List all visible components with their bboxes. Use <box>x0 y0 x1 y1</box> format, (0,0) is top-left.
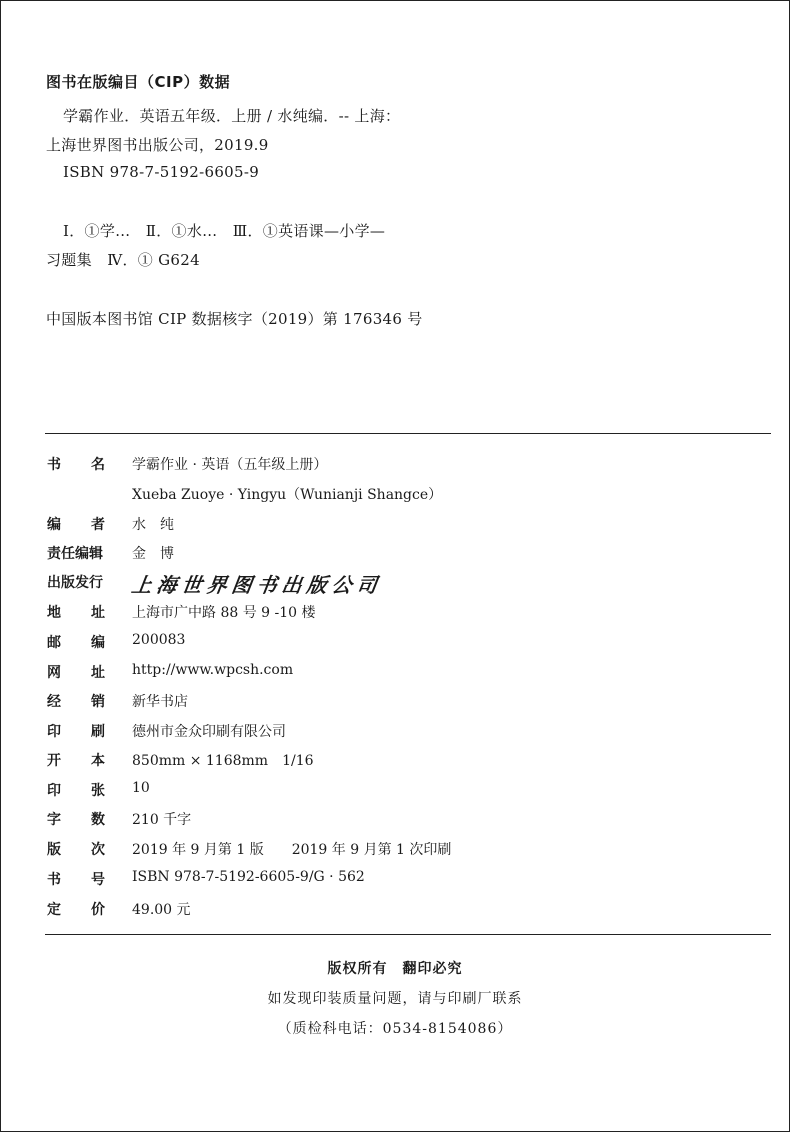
distributor-value: 新华书店 <box>132 694 188 710</box>
book-name-pinyin: Xueba Zuoye · Yingyu（Wunianji Shangce） <box>132 487 443 503</box>
address-value: 上海市广中路 88 号 9 -10 楼 <box>132 605 316 621</box>
responsible-editor-value: 金 博 <box>132 546 174 562</box>
label-publisher: 出版发行 <box>47 575 103 591</box>
postcode-value: 200083 <box>132 632 186 648</box>
cip-line-5: 习题集 Ⅳ．① G624 <box>46 251 200 269</box>
cip-title: 图书在版编目（CIP）数据 <box>46 73 231 91</box>
label-price: 定 价 <box>47 902 105 918</box>
label-address: 地 址 <box>47 605 105 621</box>
label-postcode: 邮 编 <box>47 635 105 651</box>
word-count-value: 210 千字 <box>132 812 192 828</box>
edition-value: 2019 年 9 月第 1 版 2019 年 9 月第 1 次印刷 <box>132 842 452 858</box>
label-edition: 版 次 <box>47 842 105 858</box>
cip-line-3: ISBN 978-7-5192-6605-9 <box>63 163 260 181</box>
cip-line-1: 学霸作业．英语五年级．上册 / 水纯编．-- 上海： <box>63 107 401 125</box>
label-book-name: 书 名 <box>47 457 105 473</box>
label-isbn: 书 号 <box>47 872 105 888</box>
website-value: http://www.wpcsh.com <box>132 662 294 678</box>
publisher-logo: 上海世界图书出版公司 <box>130 573 384 597</box>
editor-value: 水 纯 <box>132 517 174 533</box>
label-distributor: 经 销 <box>47 694 105 710</box>
label-sheets: 印 张 <box>47 783 105 799</box>
copyright-notice: 版权所有 翻印必究 <box>327 961 463 977</box>
cip-line-4: Ⅰ．①学… Ⅱ．①水… Ⅲ．①英语课—小学— <box>63 222 386 240</box>
label-format: 开 本 <box>47 753 105 769</box>
top-divider <box>45 433 771 434</box>
quality-notice: 如发现印装质量问题，请与印刷厂联系 <box>267 991 523 1007</box>
label-website: 网 址 <box>47 665 105 681</box>
cip-line-2: 上海世界图书出版公司，2019.9 <box>46 136 269 154</box>
quality-phone: （质检科电话：0534-8154086） <box>277 1021 513 1037</box>
sheets-value: 10 <box>132 780 150 796</box>
label-editor: 编 者 <box>47 517 105 533</box>
label-word-count: 字 数 <box>47 812 105 828</box>
format-value: 850mm × 1168mm 1/16 <box>132 753 314 769</box>
price-value: 49.00 元 <box>132 902 191 918</box>
cip-line-6: 中国版本图书馆 CIP 数据核字（2019）第 176346 号 <box>46 310 423 328</box>
label-responsible-editor: 责任编辑 <box>47 546 103 562</box>
label-printer: 印 刷 <box>47 724 105 740</box>
printer-value: 德州市金众印刷有限公司 <box>132 724 286 740</box>
book-name-value: 学霸作业 · 英语（五年级上册） <box>132 457 328 473</box>
isbn-value: ISBN 978-7-5192-6605-9/G · 562 <box>132 869 365 885</box>
bottom-divider <box>45 934 771 935</box>
